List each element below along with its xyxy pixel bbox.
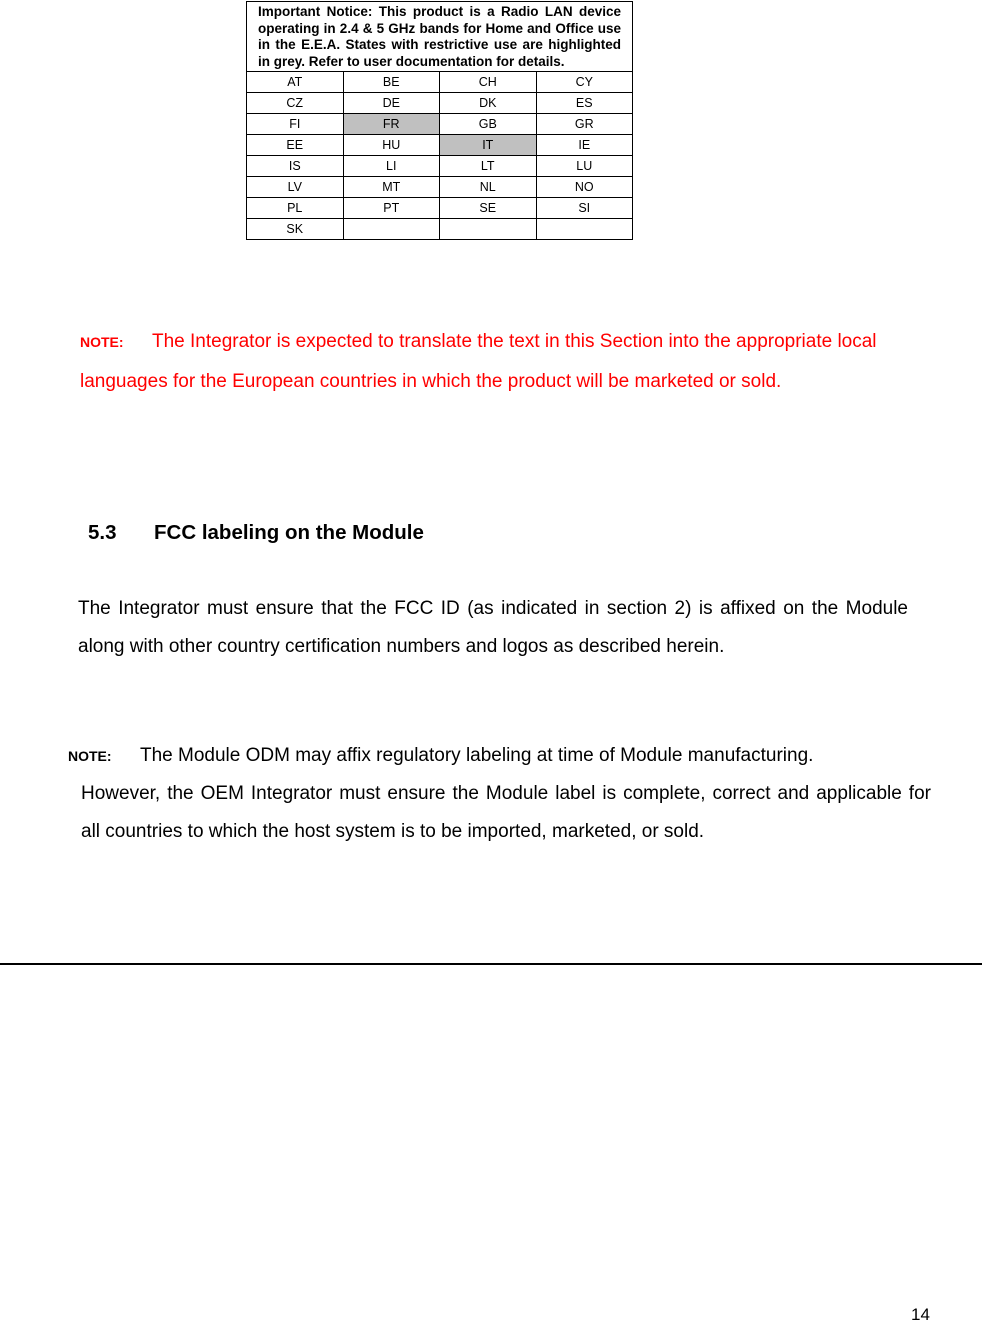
country-notice-table	[246, 1, 633, 240]
empty-cell	[440, 219, 537, 240]
page-number: 14	[911, 1305, 930, 1324]
translation-note-text: The Integrator is expected to translate the text in this Section into the appropriate local languages for the European countries in which the product will be marketed or sold.	[80, 331, 877, 392]
country-code-cell: FI	[247, 114, 344, 135]
country-code-cell: NO	[536, 177, 633, 198]
country-code-cell: LU	[536, 156, 633, 177]
country-row	[247, 72, 633, 93]
empty-cell	[343, 219, 440, 240]
section-title: FCC labeling on the Module	[154, 521, 424, 544]
odm-note-first-line: The Module ODM may affix regulatory labeling at time of Module manufacturing.	[140, 745, 814, 766]
country-code-cell: SK	[247, 219, 344, 240]
country-code-cell: LT	[440, 156, 537, 177]
country-row	[247, 93, 633, 114]
country-code-cell: NL	[440, 177, 537, 198]
country-row	[247, 135, 633, 156]
country-code-cell: HU	[343, 135, 440, 156]
country-code-cell: GR	[536, 114, 633, 135]
country-row	[247, 177, 633, 198]
section-heading	[88, 521, 424, 545]
important-notice: Important Notice: This product is a Radio LAN device operating in 2.4 & 5 GHz bands for Home and Office use in the E.E.A. States with restrictive use are highlighted in grey. Refer to user documentation for details.	[247, 2, 633, 72]
country-row	[247, 219, 633, 240]
country-code-cell: IE	[536, 135, 633, 156]
country-code-cell: CH	[440, 72, 537, 93]
notice-row	[247, 2, 633, 72]
country-code-cell: DE	[343, 93, 440, 114]
odm-labeling-note	[68, 737, 931, 851]
country-code-cell: LV	[247, 177, 344, 198]
country-code-cell: CY	[536, 72, 633, 93]
country-code-cell: PL	[247, 198, 344, 219]
country-code-cell: IT	[440, 135, 537, 156]
country-code-cell: PT	[343, 198, 440, 219]
fcc-id-paragraph: The Integrator must ensure that the FCC ID (as indicated in section 2) is affixed on the Module along with other country certification numbers and logos as described herein.	[78, 598, 908, 657]
country-code-cell: AT	[247, 72, 344, 93]
country-row	[247, 198, 633, 219]
country-code-cell: LI	[343, 156, 440, 177]
country-code-cell: SE	[440, 198, 537, 219]
country-row	[247, 156, 633, 177]
section-number: 5.3	[88, 521, 117, 544]
country-code-cell: CZ	[247, 93, 344, 114]
country-code-cell: DK	[440, 93, 537, 114]
country-row	[247, 114, 633, 135]
country-code-cell: GB	[440, 114, 537, 135]
country-code-cell: IS	[247, 156, 344, 177]
country-code-cell: MT	[343, 177, 440, 198]
empty-cell	[536, 219, 633, 240]
note-label: NOTE:	[68, 748, 112, 764]
note-label: NOTE:	[80, 334, 124, 350]
country-code-cell: SI	[536, 198, 633, 219]
country-code-cell: BE	[343, 72, 440, 93]
footer-rule	[0, 963, 982, 965]
odm-note-continuation: However, the OEM Integrator must ensure the Module label is complete, correct and applicable for all countries to which the host system is to be imported, marketed, or sold.	[81, 783, 931, 842]
country-code-cell: FR	[343, 114, 440, 135]
translation-note	[80, 322, 930, 402]
country-code-cell: ES	[536, 93, 633, 114]
country-code-cell: EE	[247, 135, 344, 156]
